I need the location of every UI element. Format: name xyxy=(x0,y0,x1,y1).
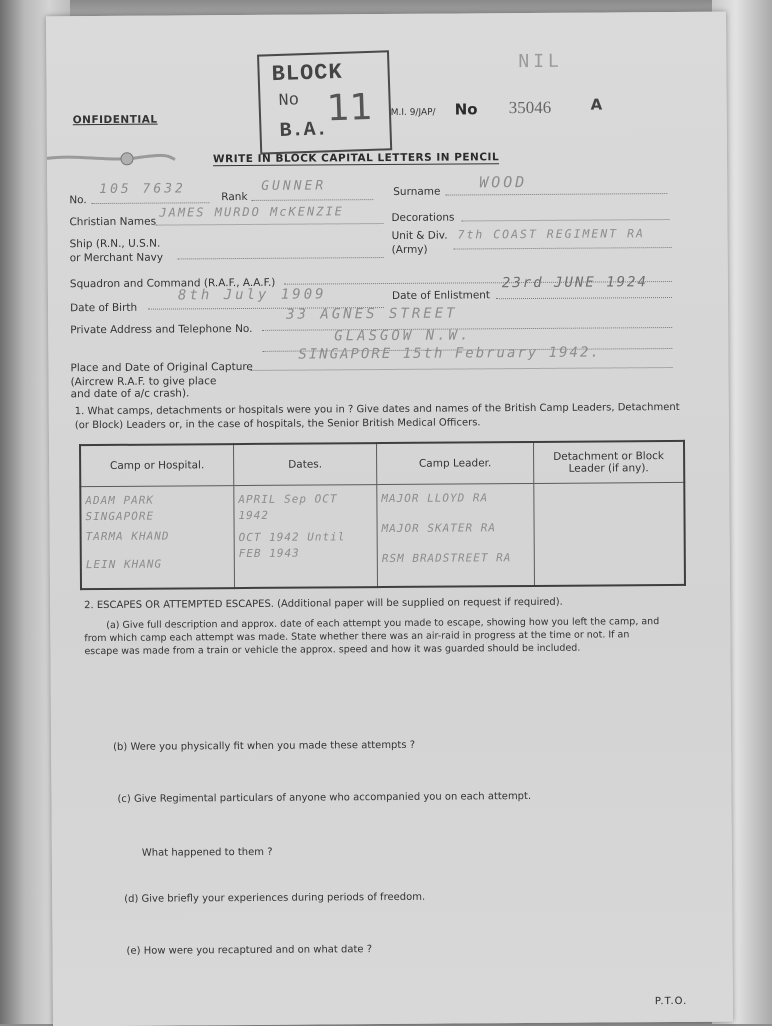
camp-cell: ADAM PARK SINGAPORE xyxy=(85,493,155,524)
ship-label-2: or Merchant Navy xyxy=(69,251,164,265)
unit-label: Unit & Div. xyxy=(391,229,448,242)
camp-cell: TARMA KHAND xyxy=(85,529,170,544)
surname-value: WOOD xyxy=(479,173,528,192)
question-2a-text-3: escape was made from a train or vehicle the approx. speed and how it was guarded should be included. xyxy=(84,642,581,658)
leader-cell: MAJOR SKATER RA xyxy=(381,521,496,536)
service-number-value: 105 7632 xyxy=(99,181,186,198)
stamp-block-number: 11 xyxy=(326,86,374,130)
date-of-enlistment-value: 23rd JUNE 1924 xyxy=(501,274,648,292)
detachment-cell xyxy=(538,489,679,490)
ship-label: Ship (R.N., U.S.N. xyxy=(69,237,161,251)
question-2a-text: (a) Give full description and approx. date of each attempt you made to escape, showing how you left the camp, and xyxy=(106,616,660,631)
decorations-label: Decorations xyxy=(391,211,455,224)
camps-table xyxy=(79,440,686,590)
table-header-row xyxy=(80,441,684,487)
question-2d-text: (d) Give briefly your experiences during periods of freedom. xyxy=(124,891,426,905)
address-line-1: 33 AGNES STREET xyxy=(286,305,458,323)
form-suffix: A xyxy=(590,95,603,114)
question-2e-text: (e) How were you recaptured and on what date ? xyxy=(126,944,373,957)
leader-cell: MAJOR LLOYD RA xyxy=(381,491,489,506)
question-2-title: 2. ESCAPES OR ATTEMPTED ESCAPES. (Additional paper will be supplied on request if required). xyxy=(84,596,563,612)
pencil-note: NIL xyxy=(518,50,563,73)
no-label: No. xyxy=(69,194,87,207)
number-label: No xyxy=(454,100,478,119)
form-number: 35046 xyxy=(508,97,552,118)
block-stamp xyxy=(257,50,392,154)
date-of-enlistment-label: Date of Enlistment xyxy=(391,289,491,302)
capture-label: Place and Date of Original Capture xyxy=(70,360,253,375)
camp-cell: LEIN KHANG xyxy=(85,557,163,572)
address-line-2: GLASGOW N.W. xyxy=(334,327,472,345)
surname-label: Surname xyxy=(393,185,441,198)
rank-label: Rank xyxy=(221,190,248,204)
private-address-label: Private Address and Telephone No. xyxy=(70,322,253,337)
form-reference: M.I. 9/JAP/ xyxy=(390,107,436,118)
dates-cell: OCT 1942 Until FEB 1943 xyxy=(238,530,346,561)
squadron-label: Squadron and Command (R.A.F., A.A.F.) xyxy=(69,276,276,291)
column-header-camp-leader: Camp Leader. xyxy=(376,442,533,485)
pow-questionnaire-page xyxy=(46,12,733,1026)
question-2c-text: (c) Give Regimental particulars of anyone who accompanied you on each attempt. xyxy=(117,791,532,805)
confidential-label: ONFIDENTIAL xyxy=(72,113,158,127)
unit-value: 7th COAST REGIMENT RA xyxy=(457,226,645,242)
christian-names-label: Christian Names xyxy=(69,215,157,229)
unit-label-2: (Army) xyxy=(391,243,428,256)
date-of-birth-value: 8th July 1909 xyxy=(177,286,327,304)
rank-value: GUNNER xyxy=(261,178,327,194)
stamp-no-text: No xyxy=(278,91,300,111)
dates-cell: APRIL Sep OCT 1942 xyxy=(238,492,338,523)
question-1-text-2: (or Block) Leaders or, in the case of hospitals, the Senior British Medical Officers. xyxy=(74,417,481,432)
capture-label-2: (Aircrew R.A.F. to give place xyxy=(70,375,217,389)
stamp-ba-text: B.A. xyxy=(279,118,328,143)
christian-names-value: JAMES MURDO McKENZIE xyxy=(159,204,344,220)
date-of-birth-label: Date of Birth xyxy=(70,301,138,315)
binding-string-icon xyxy=(47,151,177,166)
pto-label: P.T.O. xyxy=(654,995,688,1008)
capture-value: SINGAPORE 15th February 1942. xyxy=(298,344,601,363)
question-2b-text: (b) Were you physically fit when you made these attempts ? xyxy=(113,739,416,753)
column-header-detachment: Detachment or Block Leader (if any). xyxy=(533,441,684,484)
question-2a-text-2: from which camp each attempt was made. State whether there was an air-raid in progress at the time or not. If an xyxy=(84,629,630,645)
column-header-dates: Dates. xyxy=(233,443,376,485)
instruction-heading: WRITE IN BLOCK CAPITAL LETTERS IN PENCIL xyxy=(212,151,500,166)
capture-label-3: and date of a/c crash). xyxy=(70,387,190,401)
column-header-camp: Camp or Hospital. xyxy=(80,444,234,487)
stamp-block-text: BLOCK xyxy=(271,59,344,88)
table-row xyxy=(80,482,685,589)
question-2c-followup: What happened to them ? xyxy=(141,846,273,859)
leader-cell: RSM BRADSTREET RA xyxy=(381,551,512,566)
question-1-text: 1. What camps, detachments or hospitals were you in ? Give dates and names of the British Camp Leaders, Detachment xyxy=(74,401,680,418)
